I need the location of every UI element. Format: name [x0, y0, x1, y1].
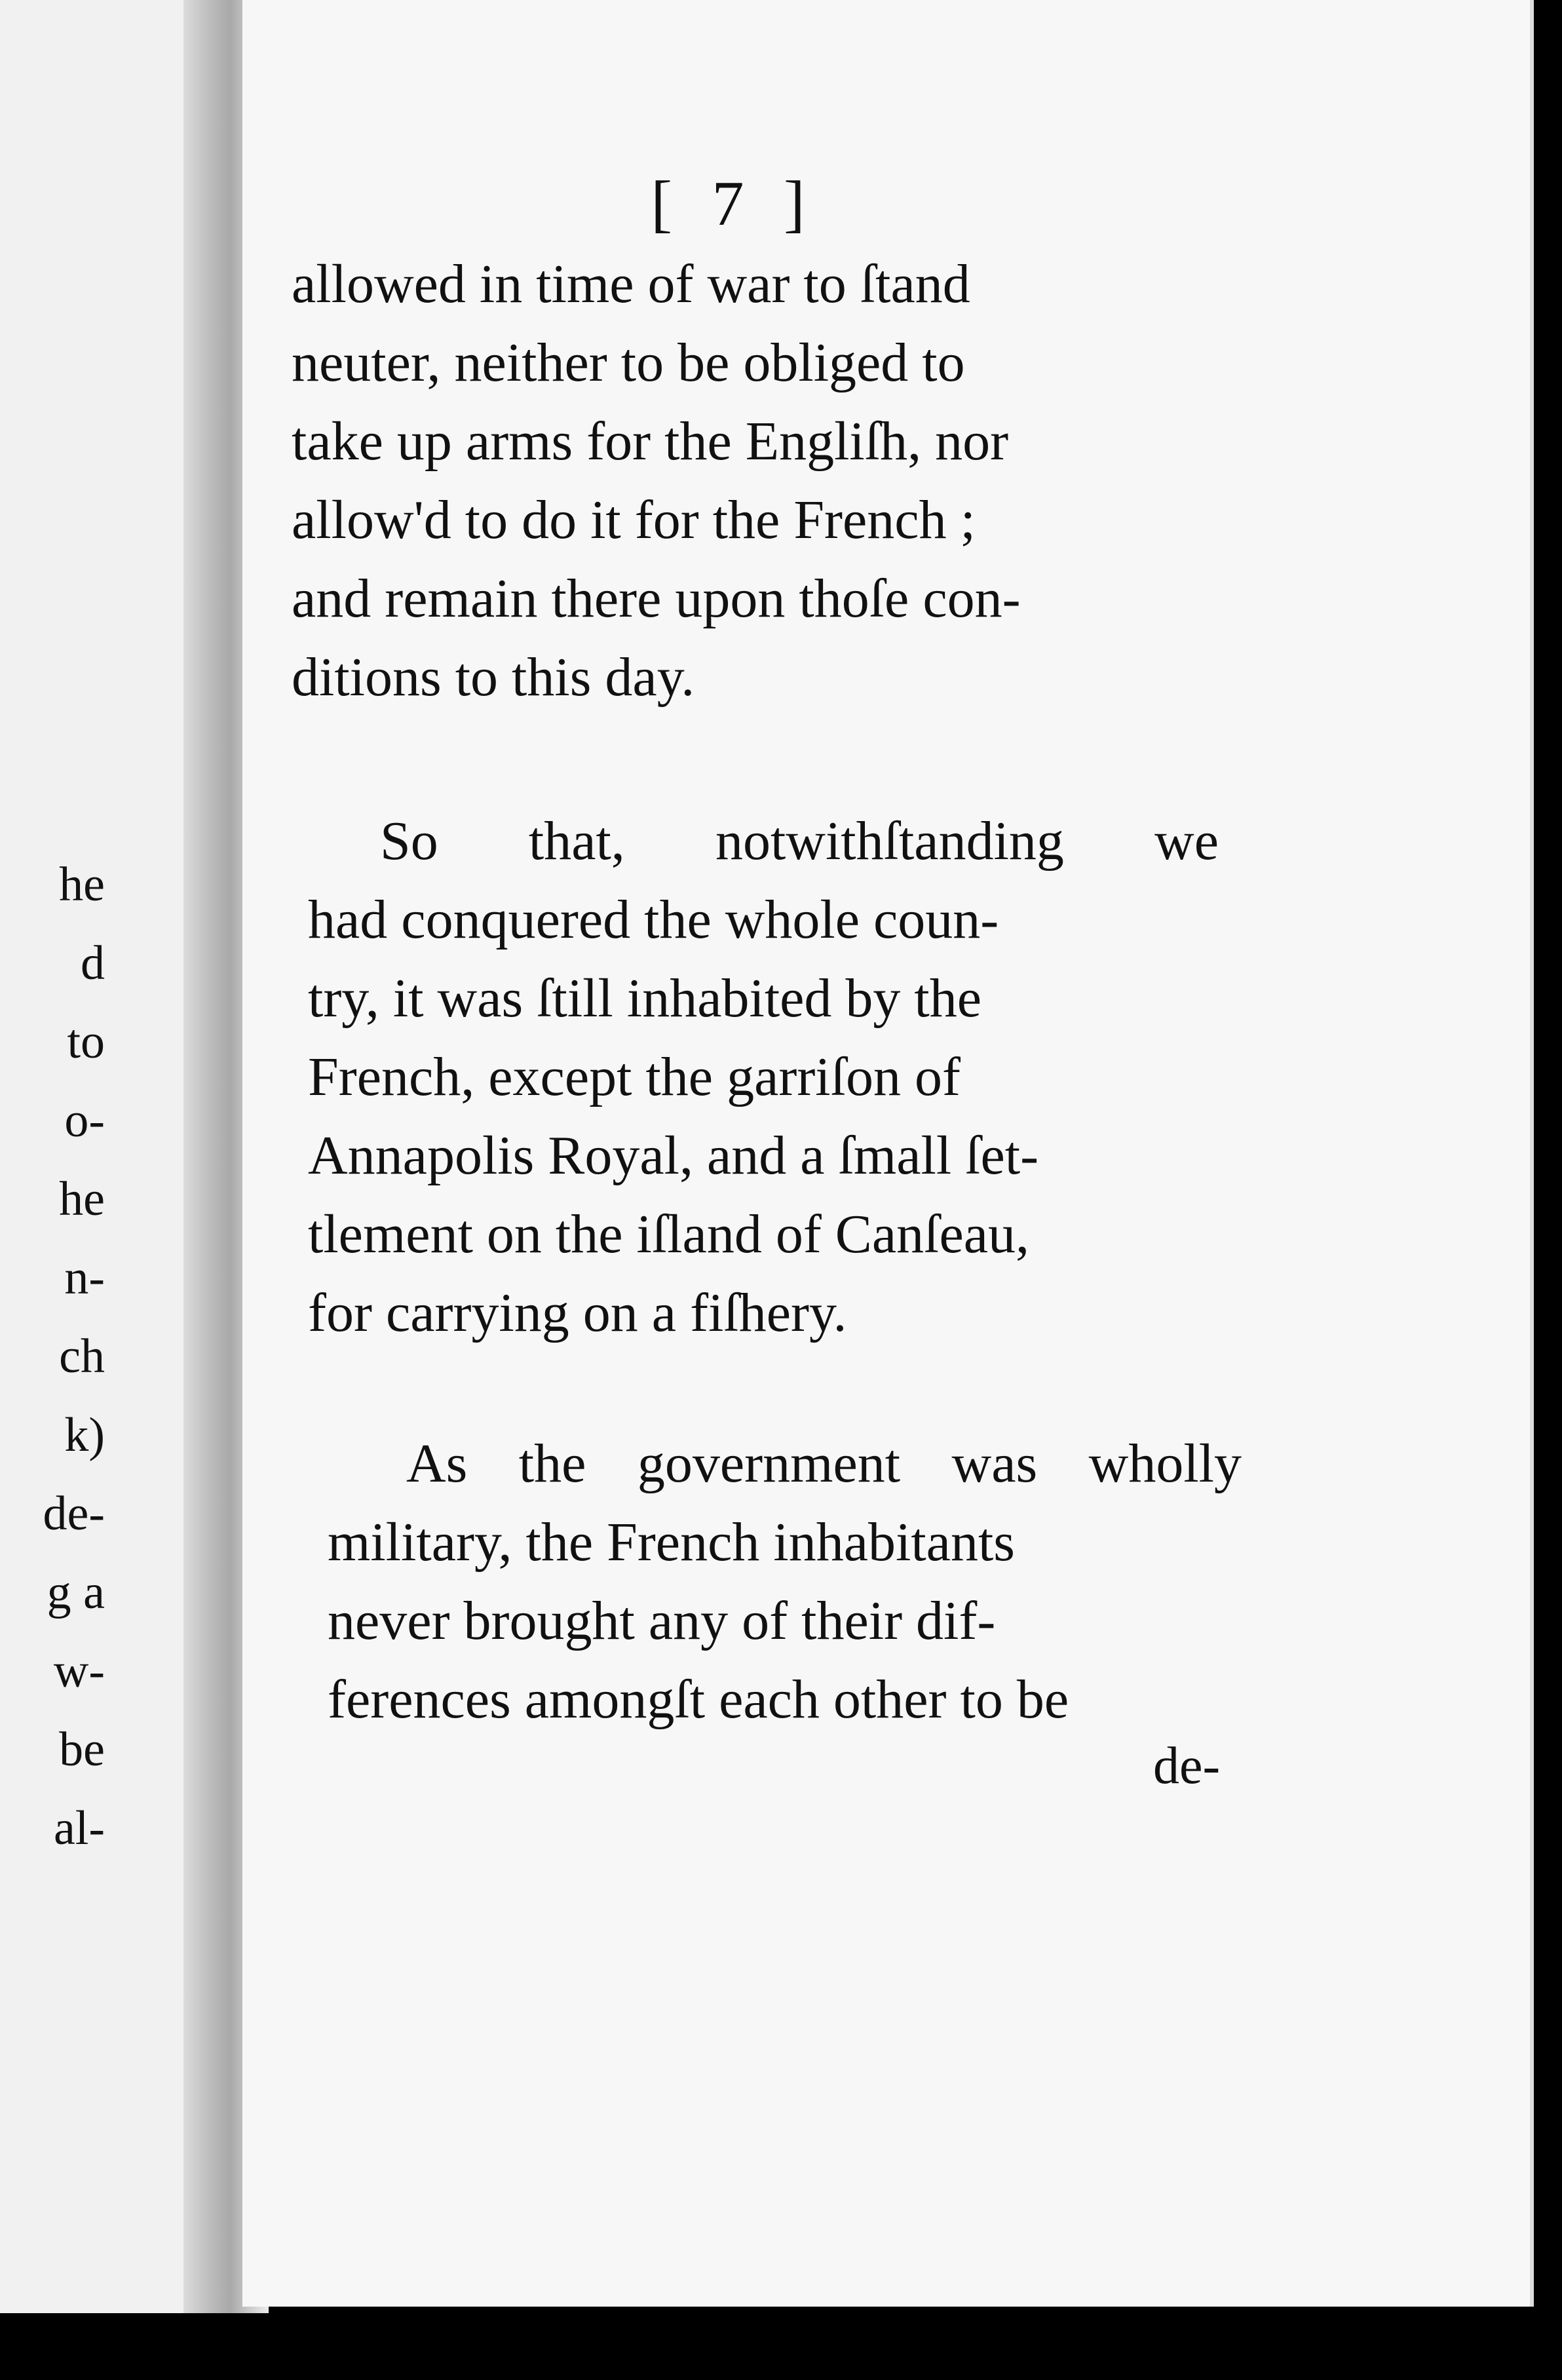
catchword: de-	[1153, 1737, 1221, 1795]
text-line: never brought any of their dif-	[328, 1590, 996, 1651]
left-line-end: al-	[53, 1801, 105, 1855]
left-line-end: he	[59, 858, 105, 912]
left-line-end: w-	[53, 1644, 105, 1698]
text-line: ditions to this day.	[292, 647, 695, 708]
left-line-end: be	[59, 1723, 105, 1776]
text-line: ferences amongſt each other to be	[328, 1669, 1069, 1730]
left-page-line-ends	[0, 845, 105, 1868]
text-line: tlement on the iſland of Canſeau,	[308, 1204, 1030, 1265]
left-line-end: ch	[59, 1330, 105, 1383]
text-line: take up arms for the Engliſh, nor	[292, 411, 1009, 472]
left-line-end: to	[67, 1015, 105, 1069]
left-line-end: g a	[47, 1565, 105, 1619]
text-line: and remain there upon thoſe con-	[292, 568, 1021, 629]
left-line-end: k)	[64, 1408, 105, 1462]
text-line: allow'd to do it for the French ;	[292, 489, 976, 550]
text-line: allowed in time of war to ſtand	[292, 254, 970, 315]
text-line: try, it was ſtill inhabited by the	[308, 968, 982, 1029]
text-line: Annapolis Royal, and a ſmall ſet-	[308, 1125, 1039, 1186]
text-line: military, the French inhabitants	[328, 1512, 1015, 1573]
text-line: for carrying on a fiſhery.	[308, 1282, 847, 1343]
text-line: As the government was wholly	[406, 1433, 1242, 1494]
left-line-end: he	[59, 1172, 105, 1226]
page-number: [ 7 ]	[651, 168, 817, 239]
text-line: neuter, neither to be obliged to	[292, 332, 965, 393]
left-line-end: o-	[64, 1094, 105, 1147]
left-line-end: d	[81, 936, 105, 990]
left-line-end: de-	[43, 1487, 105, 1541]
text-line: French, except the garriſon of	[308, 1046, 961, 1107]
text-line: So that, notwithſtanding we	[380, 811, 1219, 872]
left-line-end: n-	[64, 1251, 105, 1305]
text-line: had conquered the whole coun-	[308, 889, 999, 950]
